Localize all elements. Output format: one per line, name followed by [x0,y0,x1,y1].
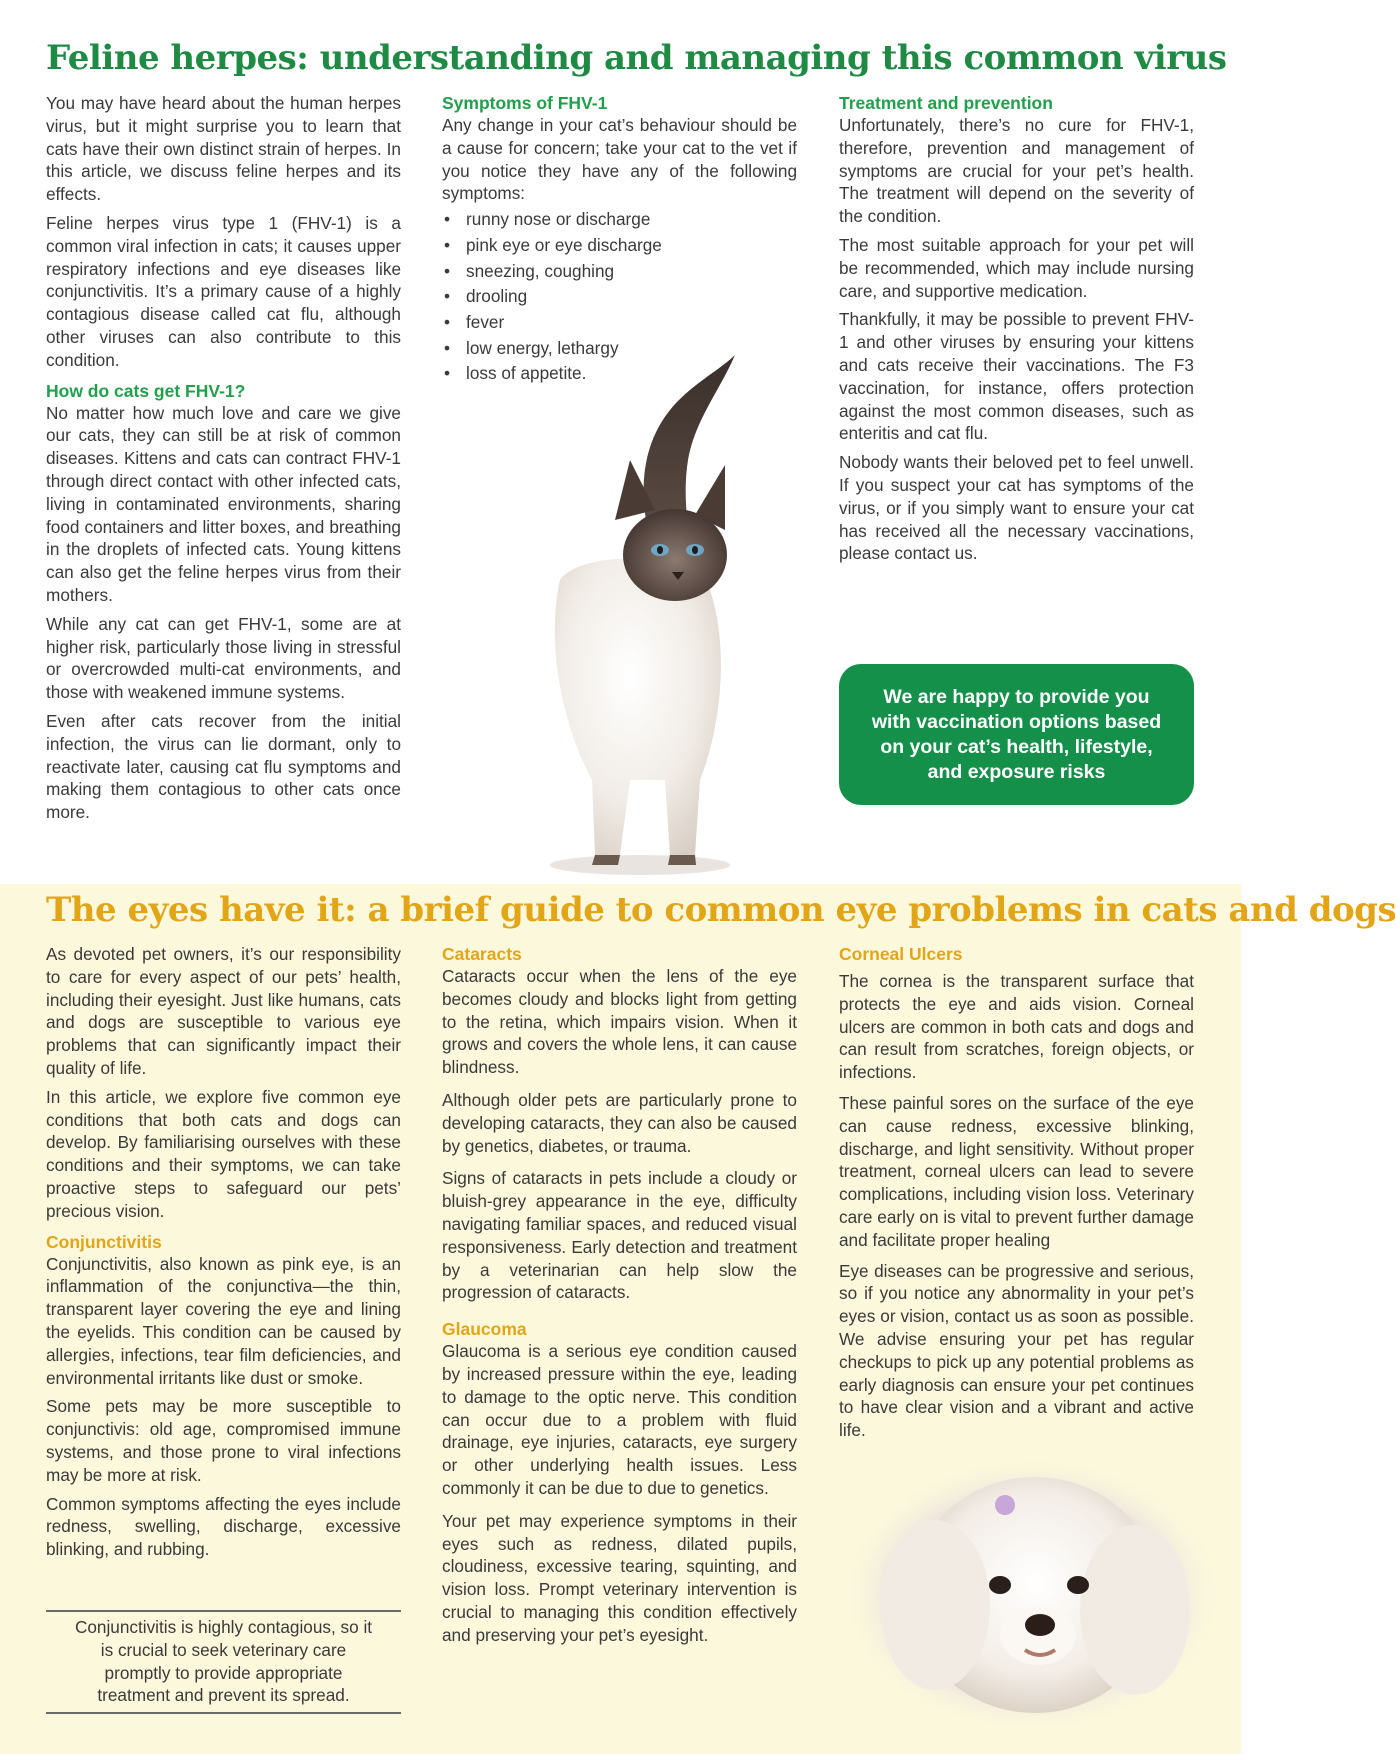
article1-column-3 [839,92,1194,571]
paragraph: Feline herpes virus type 1 (FHV-1) is a common viral infection in cats; it causes upper respiratory infections and eye diseases like conjunctivitis. It’s a primary cause of a highly contagious disease called cat flu, although other viruses can also contribute to this condition. [46,212,401,370]
paragraph: Some pets may be more susceptible to conjunctivis: old age, compromised immune systems, and those prone to viral infections may be more at risk. [46,1396,401,1485]
paragraph: As devoted pet owners, it’s our responsibility to care for every aspect of our pets’ health, including their eyesight. Just like humans, cats and dogs are susceptible to various eye problems that can significantly impact their quality of life. [46,944,401,1078]
paragraph: Unfortunately, there’s no cure for FHV-1, therefore, prevention and management of symptoms are crucial for your pet’s health. The treatment will depend on the severity of the condition. [839,115,1194,227]
paragraph: Although older pets are particularly prone to developing cataracts, they can also be caused by genetics, diabetes, or trauma. [442,1089,797,1156]
subheading-treatment: Treatment and prevention [839,93,1053,113]
paragraph: In this article, we explore five common eye conditions that both cats and dogs can develop. By familiarising ourselves with these conditions and their symptoms, we can take proactive steps to safeguard our pets’ precious vision. [46,1086,401,1221]
article1-column-1 [46,92,401,830]
paragraph: Any change in your cat’s behaviour should be a cause for concern; take your cat to the vet if you notice they have any of the following symptoms: [442,115,797,204]
list-item: • drooling [442,284,797,310]
conjunctivitis-pull-quote: Conjunctivitis is highly contagious, so it is crucial to seek veterinary care promptly to provide appropriate treatment and prevent its spread. [46,1610,401,1714]
subheading-glaucoma: Glaucoma [442,1319,527,1340]
list-item: • sneezing, coughing [442,259,797,285]
subheading-corneal-ulcers: Corneal Ulcers [839,944,963,964]
paragraph: Eye diseases can be progressive and serious, so if you notice any abnormality in your pet’s eyes or vision, contact us as soon as possible. We advise ensuring your pet has regular checkups to pick up any potential problems as early diagnosis can ensure your pet continues to have clear vision and a vibrant and active life. [839,1260,1194,1441]
paragraph: Conjunctivitis, also known as pink eye, is an inflammation of the conjunctiva—the thin, transparent layer covering the eye and lining the eyelids. This condition can be caused by allergies, infections, tear film deficiencies, and environmental irritants like dust or smoke. [46,1253,401,1388]
paragraph: While any cat can get FHV-1, some are at higher risk, particularly those living in stressful or overcrowded multi-cat environments, and those with weakened immune systems. [46,613,401,703]
article2-title: The eyes have it: a brief guide to common eye problems in cats and dogs [46,890,1396,930]
subheading-cataracts: Cataracts [442,944,522,964]
paragraph: Nobody wants their beloved pet to feel unwell. If you suspect your cat has symptoms of the virus, or if you simply want to ensure your cat has received all the necessary vaccinations, please contact us. [839,452,1194,564]
paragraph: These painful sores on the surface of the eye can cause redness, excessive blinking, discharge, and light sensitivity. Without proper treatment, corneal ulcers can lead to severe complications, including vision loss. Veterinary care early on is vital to prevent further damage and facilitate proper healing [839,1092,1194,1250]
list-item: • fever [442,310,797,336]
paragraph: Even after cats recover from the initial infection, the virus can lie dormant, only to reactivate later, causing cat flu symptoms and making them contagious to other cats once more. [46,710,401,823]
paragraph: Glaucoma is a serious eye condition caused by increased pressure within the eye, leading to damage to the optic nerve. This condition can occur due to a problem with fluid drainage, eye injuries, cataracts, eye surgery or other underlying health issues. Less commonly it can be due to due to genetics. [442,1341,797,1498]
list-item: • loss of appetite. [442,361,797,387]
paragraph: Signs of cataracts in pets include a cloudy or bluish-grey appearance in the eye, difficulty navigating familiar spaces, and reduced visual responsiveness. Early detection and treatment by a veterinarian can help slow the progression of cataracts. [442,1168,797,1303]
vaccination-callout: We are happy to provide you with vaccination options based on your cat’s health, lifestyle, and exposure risks [839,664,1194,805]
paragraph: You may have heard about the human herpes virus, but it might surprise you to learn that cats have their own distinct strain of herpes. In this article, we discuss feline herpes and its effects. [46,93,401,205]
article2-column-3 [839,943,1194,1448]
list-item: • low energy, lethargy [442,336,797,362]
paragraph: No matter how much love and care we give our cats, they can still be at risk of common diseases. Kittens and cats can contract FHV-1 through direct contact with other infected cats, living in contaminated environments, sharing food containers and litter boxes, and breathing in the droplets of infected cats. Young kittens can also get the feline herpes virus from their mothers. [46,402,401,605]
paragraph: Common symptoms affecting the eyes include redness, swelling, discharge, excessive blinking, and rubbing. [46,1493,401,1560]
article2-column-1 [46,943,401,1567]
subheading-conjunctivitis: Conjunctivitis [46,1231,162,1252]
paragraph: Cataracts occur when the lens of the eye becomes cloudy and blocks light from getting to the retina, which impairs vision. When it grows and covers the whole lens, it can cause blindness. [442,966,797,1078]
list-item: • runny nose or discharge [442,207,797,233]
subheading-how-get-fhv1: How do cats get FHV-1? [46,380,246,401]
subheading-symptoms: Symptoms of FHV-1 [442,93,608,113]
cat-photo [520,350,750,880]
dog-photo [840,1445,1225,1735]
article2-column-2 [442,943,797,1653]
article1-column-2 [442,92,797,387]
paragraph: The cornea is the transparent surface that protects the eye and aids vision. Corneal ulcers are common in both cats and dogs and can result from scratches, foreign objects, or infections. [839,971,1194,1083]
paragraph: Thankfully, it may be possible to prevent FHV-1 and other viruses by ensuring your kittens and cats receive their vaccinations. The F3 vaccination, for instance, offers protection against the most common diseases, such as enteritis and cat flu. [839,309,1194,444]
list-item: • pink eye or eye discharge [442,233,797,259]
paragraph: The most suitable approach for your pet will be recommended, which may include nursing care, and supportive medication. [839,234,1194,301]
article1-title: Feline herpes: understanding and managing this common virus [46,38,1227,78]
paragraph: Your pet may experience symptoms in their eyes such as redness, dilated pupils, cloudiness, excessive tearing, squinting, and vision loss. Prompt veterinary intervention is crucial to managing this condition effectively and preserving your pet’s eyesight. [442,1510,797,1645]
